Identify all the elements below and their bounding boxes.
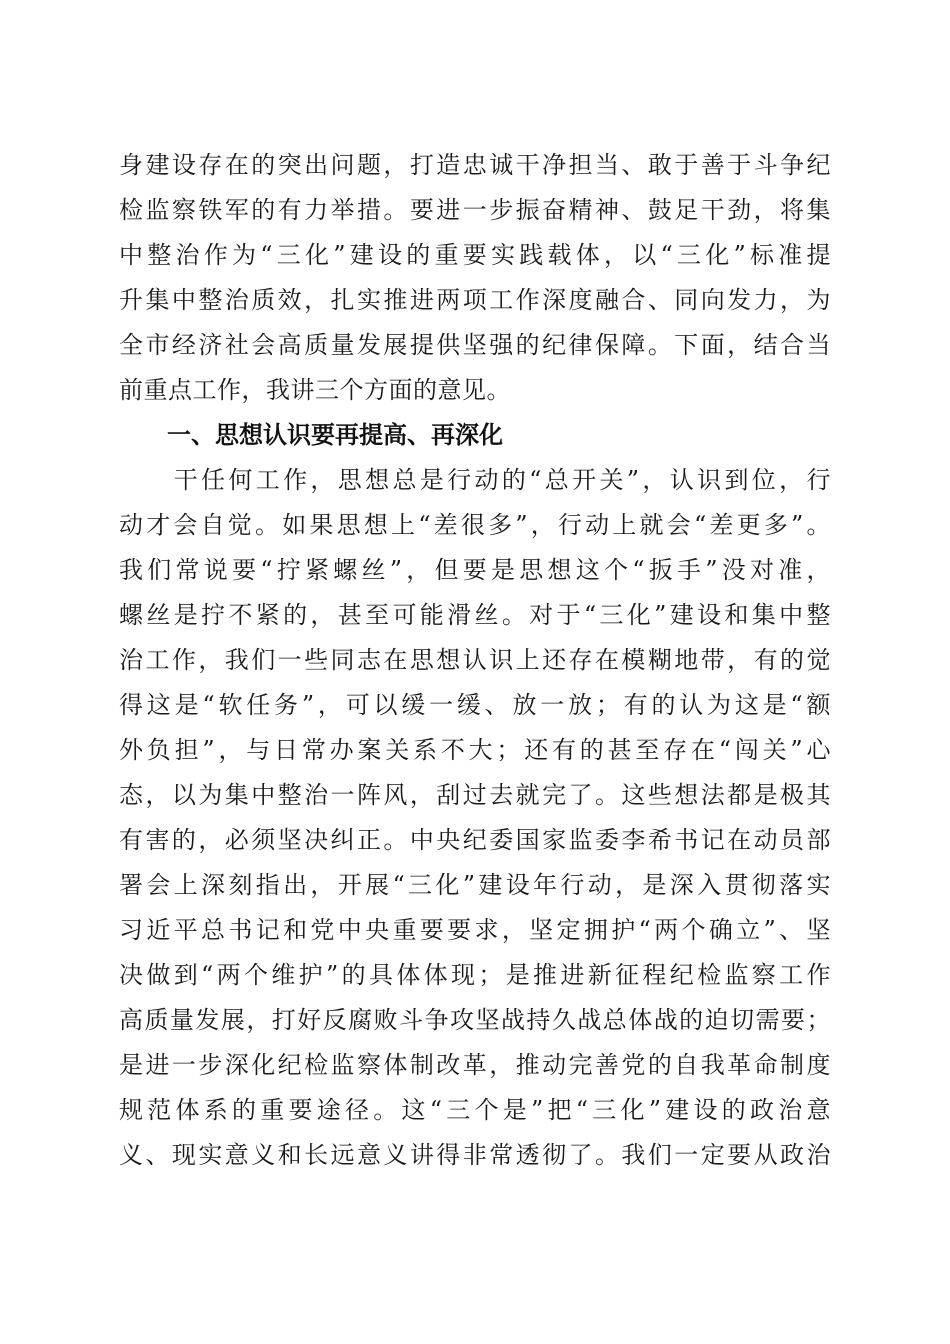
paragraph-line: 外负担”，与日常办案关系不大；还有的甚至存在“闯关”心 [119,736,831,764]
paragraph-line: 全市经济社会高质量发展提供坚强的纪律保障。下面，结合当 [119,331,831,359]
document-body [119,143,831,1178]
paragraph-line: 升集中整治质效，扎实推进两项工作深度融合、同向发力，为 [119,286,831,314]
paragraph-line: 态，以为集中整治一阵风，刮过去就完了。这些想法都是极其 [119,781,831,809]
paragraph-line: 治工作，我们一些同志在思想认识上还存在模糊地带，有的觉 [119,646,831,674]
paragraph-line: 是进一步深化纪检监察体制改革，推动完善党的自我革命制度 [119,1051,831,1079]
paragraph-line: 我们常说要“拧紧螺丝”，但要是思想这个“扳手”没对准， [119,556,831,584]
paragraph-line: 义、现实意义和长远意义讲得非常透彻了。我们一定要从政治 [119,1141,831,1169]
paragraph-line: 高质量发展，打好反腐败斗争攻坚战持久战总体战的迫切需要； [119,1006,831,1034]
paragraph-line: 检监察铁军的有力举措。要进一步振奋精神、鼓足干劲，将集 [119,196,831,224]
paragraph-line: 动才会自觉。如果思想上“差很多”，行动上就会“差更多”。 [119,511,831,539]
paragraph-line: 决做到“两个维护”的具体体现；是推进新征程纪检监察工作 [119,961,831,989]
paragraph-line: 署会上深刻指出，开展“三化”建设年行动，是深入贯彻落实 [119,871,831,899]
paragraph-line: 螺丝是拧不紧的，甚至可能滑丝。对于“三化”建设和集中整 [119,601,831,629]
paragraph-line: 有害的，必须坚决纠正。中央纪委国家监委李希书记在动员部 [119,826,831,854]
paragraph-line: 身建设存在的突出问题，打造忠诚干净担当、敢于善于斗争纪 [119,151,831,179]
paragraph-line: 前重点工作，我讲三个方面的意见。 [119,376,511,404]
paragraph-line: 得这是“软任务”，可以缓一缓、放一放；有的认为这是“额 [119,691,831,719]
section-heading: 一、思想认识要再提高、再深化 [167,421,503,449]
paragraph-line: 中整治作为“三化”建设的重要实践载体，以“三化”标准提 [119,241,831,269]
paragraph-line: 干任何工作，思想总是行动的“总开关”，认识到位，行 [119,466,831,494]
paragraph-line: 习近平总书记和党中央重要要求，坚定拥护“两个确立”、坚 [119,916,831,944]
paragraph-line: 规范体系的重要途径。这“三个是”把“三化”建设的政治意 [119,1096,831,1124]
